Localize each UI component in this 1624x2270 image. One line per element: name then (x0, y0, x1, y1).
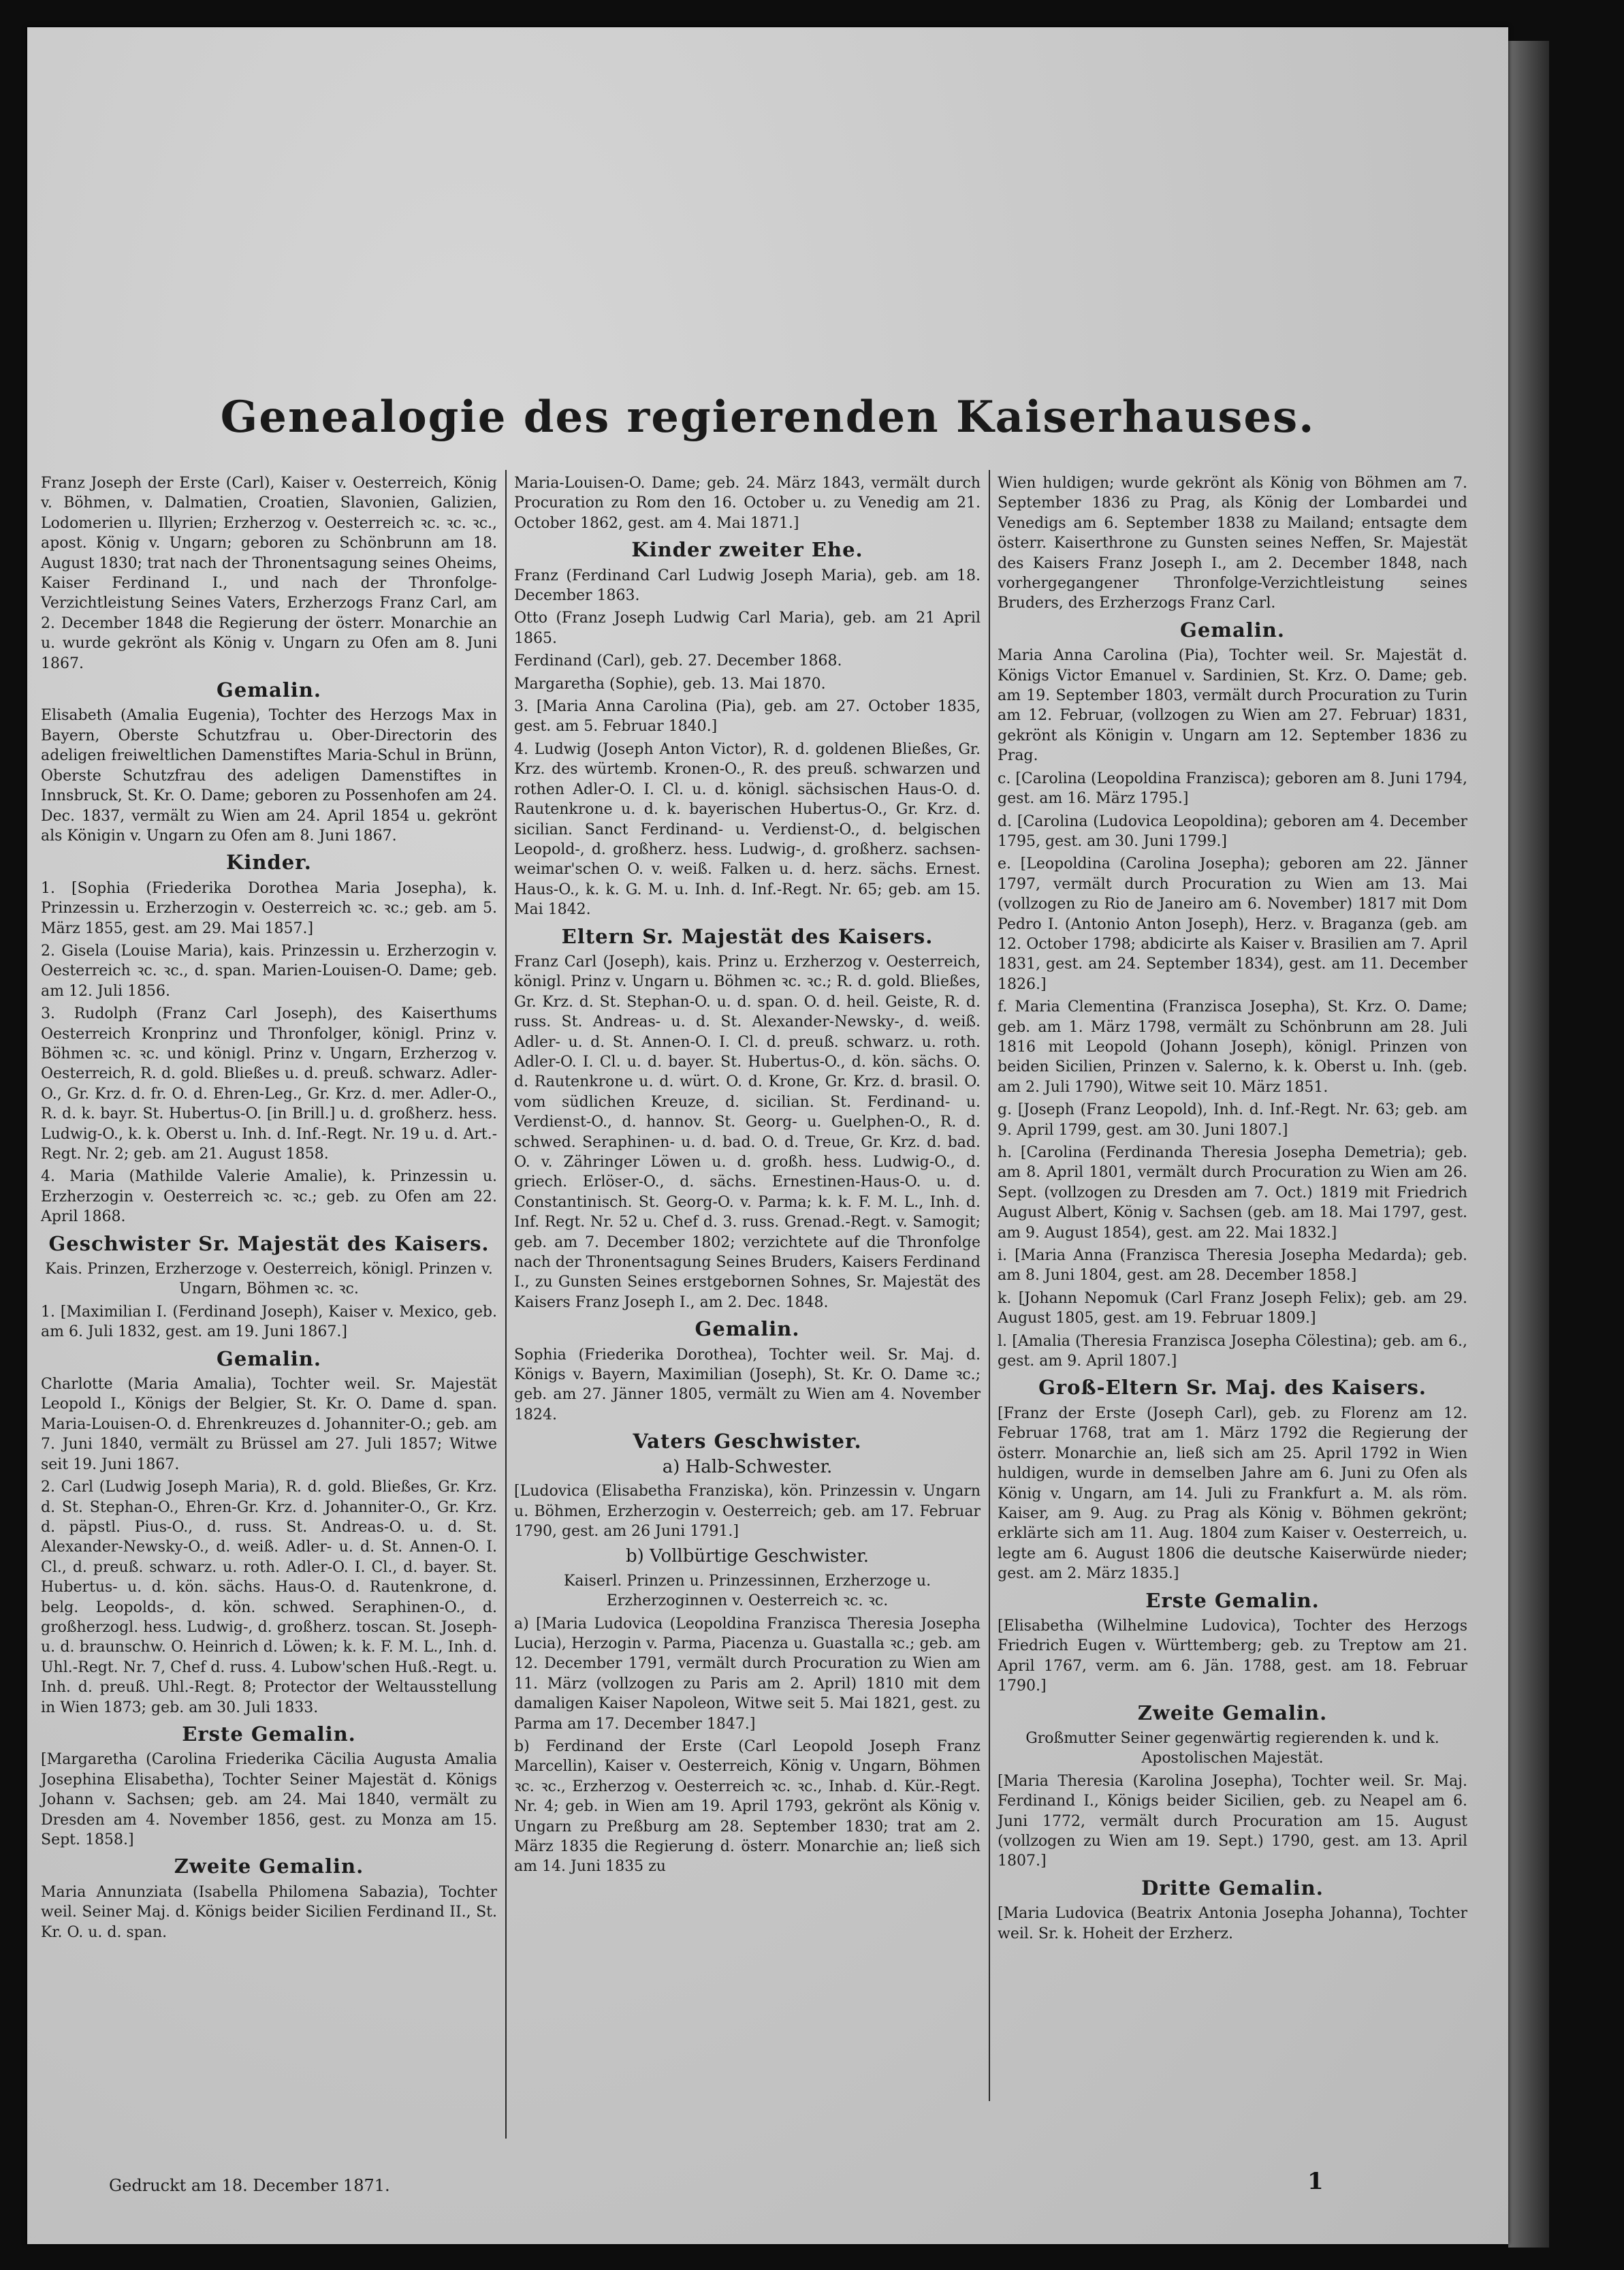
list-item: 2. Gisela (Louise Maria), kais. Prinzessin u. Erzherzogin v. Oesterreich ꝛc. ꝛc., d. span. Marien-Louisen-O. Dame; geb. am 12. Juli 1856. (41, 942, 497, 1000)
section-heading: Gemalin. (217, 1346, 321, 1370)
list-item: [Elisabetha (Wilhelmine Ludovica), Tochter des Herzogs Friedrich Eugen v. Württemberg; geb. zu Treptow am 21. April 1767, verm. am 6. Jän. 1788, gest. am 18. Februar 1790.] (998, 1617, 1467, 1695)
list-item: 3. [Maria Anna Carolina (Pia), geb. am 27. October 1835, gest. am 5. Februar 1840.] (514, 698, 981, 736)
section-heading: Dritte Gemalin. (1141, 1876, 1324, 1899)
section-heading: Groß-Eltern Sr. Maj. des Kaisers. (1038, 1376, 1427, 1400)
list-item: Maria Annunziata (Isabella Philomena Sabazia), Tochter weil. Seiner Maj. d. Königs beider Sicilien Ferdinand II., St. Kr. O. u. d. span. (41, 1883, 497, 1941)
list-item: Franz Carl (Joseph), kais. Prinz u. Erzherzog v. Oesterreich, königl. Prinz v. Ungarn u. Böhmen ꝛc. ꝛc.; R. d. gold. Bließes, Gr. Krz. d. St. Stephan-O. u. d. span. O. d. heil. Geiste, R. d. russ. St. Andreas- u. d. St. Alexander-Newsky-, d. weiß. Adler- u. d. St. Annen-O. I. Cl. d. preuß. schwarz. u. roth. Adler-O. I. Cl. u. d. bayer. St. Hubertus-O., d. kön. sächs. O. d. Rautenkrone u. d. würt. O. d. Krone, Gr. Krz. d. brasil. O. vom südlichen Kreuze, d. sicilian. St. Ferdinand- u. Verdienst-O., d. hannov. St. Georg- u. Guelphen-O., R. d. schwed. Seraphinen- u. d. bad. O. d. Treue, Gr. Krz. d. bad. O. v. Zähringer Löwen u. d. großh. hess. Ludwig-O., d. griech. Erlöser-O., d. sächs. Ernestinen-Haus-O. u. d. Constantinisch. St. Georg-O. v. Parma; k. k. F. M. L., Inh. d. Inf. Regt. Nr. 52 u. Chef d. 3. russ. Grenad.-Regt. v. Samogit; geb. am 7. December 1802; verzichtete auf die Thronfolge nach der Thronentsagung Seines Bruders, Kaisers Ferdinand I., zu Gunsten Seines erstgebornen Sohnes, Sr. Majestät des Kaisers Franz Joseph I., am 2. Dec. 1848. (514, 953, 981, 1311)
section-heading: Zweite Gemalin. (174, 1855, 364, 1878)
list-item: Ferdinand (Carl), geb. 27. December 1868. (514, 652, 842, 670)
section-heading: Eltern Sr. Majestät des Kaisers. (561, 924, 934, 948)
list-item: c. [Carolina (Leopoldina Franzisca); geboren am 8. Juni 1794, gest. am 16. März 1795.] (998, 770, 1467, 808)
column-divider (989, 470, 990, 2101)
subsection-heading: b) Vollbürtige Geschwister. (626, 1546, 869, 1567)
section-heading: Kinder. (226, 851, 312, 874)
siblings-intro: Kaiserl. Prinzen u. Prinzessinnen, Erzherzoge u. Erzherzoginnen v. Oesterreich ꝛc. ꝛc. (563, 1572, 932, 1610)
list-item: d. [Carolina (Ludovica Leopoldina); geboren am 4. December 1795, gest. am 30. Juni 1799.] (998, 813, 1467, 850)
subsection-heading: a) Halb-Schwester. (662, 1456, 833, 1477)
list-item: h. [Carolina (Ferdinanda Theresia Josepha Demetria); geb. am 8. April 1801, vermält durch Procuration zu Wien am 26. Sept. (vollzogen zu Dresden am 7. Oct.) 1819 mit Friedrich August Albert, König v. Sachsen (geb. am 18. Mai 1797, gest. am 9. August 1854), gest. am 22. Mai 1832.] (998, 1144, 1467, 1242)
list-item: a) [Maria Ludovica (Leopoldina Franzisca Theresia Josepha Lucia), Herzogin v. Parma, Piacenza u. Guastalla ꝛc.; geb. am 12. December 1791, vermält durch Procuration zu Wien am 11. März (vollzogen zu Paris am 2. April) 1810 mit dem damaligen Kaiser Napoleon, Witwe seit 5. Mai 1821, gest. zu Parma am 17. December 1847.] (514, 1615, 981, 1733)
section-heading: Gemalin. (695, 1317, 800, 1341)
note-text: Großmutter Seiner gegenwärtig regierenden k. und k. Apostolischen Majestät. (1025, 1729, 1439, 1767)
list-item: 1. [Maximilian I. (Ferdinand Joseph), Kaiser v. Mexico, geb. am 6. Juli 1832, gest. am 19. Juni 1867.] (41, 1303, 497, 1341)
print-date: Gedruckt am 18. December 1871. (109, 2176, 390, 2195)
column-divider (505, 470, 507, 2139)
list-item: Franz (Ferdinand Carl Ludwig Joseph Maria), geb. am 18. December 1863. (514, 567, 981, 605)
list-item: k. [Johann Nepomuk (Carl Franz Joseph Felix); geb. am 29. August 1805, gest. am 19. Februar 1809.] (998, 1289, 1467, 1327)
section-heading: Geschwister Sr. Majestät des Kaisers. (48, 1231, 490, 1255)
list-item: 4. Maria (Mathilde Valerie Amalie), k. Prinzessin u. Erzherzogin v. Oesterreich ꝛc. ꝛc.; geb. zu Ofen am 22. April 1868. (41, 1168, 497, 1226)
list-item: Sophia (Friederika Dorothea), Tochter weil. Sr. Maj. d. Königs v. Bayern, Maximilian (Joseph), St. Kr. O. Dame ꝛc.; geb. am 27. Jänner 1805, vermält zu Wien am 4. November 1824. (514, 1346, 981, 1423)
section-heading: Erste Gemalin. (182, 1722, 356, 1746)
list-item: 2. Carl (Ludwig Joseph Maria), R. d. gold. Bließes, Gr. Krz. d. St. Stephan-O., Ehren-Gr. Krz. d. Johanniter-O., Gr. Krz. d. päpstl. Pius-O., d. russ. St. Andreas-O. u. d. St. Alexander-Newsky-O., d. weiß. Adler- u. d. St. Annen-O. I. Cl., d. preuß. schwarz. u. roth. Adler-O. I. Cl., d. bayer. St. Hubertus- u. d. kön. sächs. Haus-O. d. Rautenkrone, d. belg. Leopolds-, d. kön. schwed. Seraphinen-O., d. großherzogl. hess. Ludwig-, d. großherz. toscan. St. Joseph- u. d. braunschw. O. Heinrich d. Löwen; k. k. F. M. L., Inh. d. Uhl.-Regt. Nr. 7, Chef d. russ. 4. Lubow'schen Huß.-Regt. u. Inh. d. preuß. Uhl.-Regt. 8; Protector der Weltausstellung in Wien 1873; geb. am 30. Juli 1833. (41, 1479, 497, 1716)
list-item: [Margaretha (Carolina Friederika Cäcilia Augusta Amalia Josephina Elisabetha), Tochter Seiner Majestät d. Königs Johann v. Sachsen; geb. am 24. Mai 1840, vermält zu Dresden am 4. November 1856, gest. zu Monza am 15. Sept. 1858.] (41, 1751, 497, 1848)
list-item: l. [Amalia (Theresia Franzisca Josepha Cölestina); geb. am 6., gest. am 9. April 1807.] (998, 1332, 1467, 1370)
document-page (27, 27, 1508, 2244)
list-item: f. Maria Clementina (Franzisca Josepha), St. Krz. O. Dame; geb. am 1. März 1798, vermält zu Schönbrunn am 28. Juli 1816 mit Leopold (Johann Joseph), königl. Prinzen von beiden Sicilien, Prinzen v. Salerno, k. k. Oberst u. Inh. (geb. am 2. Juli 1790), Witwe seit 10. März 1851. (998, 998, 1467, 1096)
continued-paragraph: Maria-Louisen-O. Dame; geb. 24. März 1843, vermält durch Procuration zu Rom den 16. October u. zu Venedig am 21. October 1862, gest. am 4. Mai 1871.] (514, 475, 981, 532)
list-item: [Franz der Erste (Joseph Carl), geb. zu Florenz am 12. Februar 1768, trat am 1. März 1792 die Regierung der österr. Monarchie an, ließ sich am 25. April 1792 in Wien huldigen, wurde in demselben Jahre am 6. Juni zu Ofen als König v. Ungarn, am 14. Juli zu Frankfurt a. M. als röm. Kaiser, am 9. Aug. zu Prag als König v. Böhmen gekrönt; erklärte sich am 11. Aug. 1804 zum Kaiser v. Oesterreich, u. legte am 6. August 1806 die deutsche Kaiserwürde nieder; gest. am 2. März 1835.] (998, 1404, 1467, 1583)
list-item: g. [Joseph (Franz Leopold), Inh. d. Inf.-Regt. Nr. 63; geb. am 9. April 1799, gest. am 30. Juni 1807.] (998, 1101, 1467, 1139)
list-item: Otto (Franz Joseph Ludwig Carl Maria), geb. am 21 April 1865. (514, 610, 981, 647)
list-item: 1. [Sophia (Friederika Dorothea Maria Josepha), k. Prinzessin u. Erzherzogin v. Oesterreich ꝛc. ꝛc.; geb. am 5. März 1855, gest. am 29. Mai 1857.] (41, 879, 497, 937)
section-heading: Zweite Gemalin. (1137, 1701, 1328, 1724)
column-right (998, 473, 1467, 1946)
page-title: Genealogie des regierenden Kaiserhauses. (220, 392, 1316, 443)
column-left (41, 473, 497, 1945)
section-heading: Gemalin. (1180, 618, 1285, 642)
list-item: Maria Anna Carolina (Pia), Tochter weil. Sr. Majestät d. Königs Victor Emanuel v. Sardinien, St. Krz. O. Dame; geb. am 19. September 1803, vermält durch Procuration zu Turin am 12. Februar, (vollzogen zu Wien am 27. Februar) 1831, gekrönt als Königin v. Ungarn am 12. September 1836 zu Prag. (998, 647, 1467, 765)
page-number: 1 (1307, 2168, 1324, 2195)
continued-paragraph: Wien huldigen; wurde gekrönt als König von Böhmen am 7. September 1836 zu Prag, als König der Lombardei und Venedigs am 6. September 1838 zu Mailand; entsagte dem österr. Kaiserthrone zu Gunsten seines Neffen, Sr. Majestät des Kaisers Franz Joseph I., am 2. December 1848, nach vorhergegangener Thronfolge-Verzichtleistung seines Bruders, des Erzherzogs Franz Carl. (998, 475, 1467, 612)
list-item: e. [Leopoldina (Carolina Josepha); geboren am 22. Jänner 1797, vermält durch Procuration zu Wien am 13. Mai (vollzogen zu Rio de Janeiro am 6. November) 1817 mit Dom Pedro I. (Antonio Anton Joseph), Herz. v. Braganza (geb. am 12. October 1798; abdicirte als Kaiser v. Brasilien am 7. April 1831, gest. am 24. September 1834), gest. am 11. December 1826.] (998, 855, 1467, 993)
page-edge-shadow (1508, 41, 1549, 2248)
section-heading: Kinder zweiter Ehe. (631, 538, 863, 562)
list-item: 3. Rudolph (Franz Carl Joseph), des Kaiserthums Oesterreich Kronprinz und Thronfolger, königl. Prinz v. Böhmen ꝛc. ꝛc. und königl. Prinz v. Ungarn, Erzherzog v. Oesterreich, R. d. gold. Bließes u. d. preuß. schwarz. Adler-O., Gr. Krz. d. fr. O. d. Ehren-Leg., Gr. Krz. d. mer. Adler-O., R. d. k. bayr. St. Hubertus-O. [in Brill.] u. d. großherz. hess. Ludwig-O., k. k. Oberst u. Inh. d. Inf.-Regt. Nr. 19 u. d. Art.-Regt. Nr. 2; geb. am 21. August 1858. (41, 1005, 497, 1163)
column-middle (514, 473, 981, 1880)
list-item: 4. Ludwig (Joseph Anton Victor), R. d. goldenen Bließes, Gr. Krz. des würtemb. Kronen-O., R. des preuß. schwarzen und rothen Adler-O. I. Cl. u. d. königl. sächsischen Haus-O. d. Rautenkrone u. d. k. bayerischen Hubertus-O., Gr. Krz. d. sicilian. Sanct Ferdinand- u. Verdienst-O., d. belgischen Leopold-, d. großherz. hess. Ludwig-, d. großherz. sachsen-weimar'schen O. v. weiß. Falken u. d. herz. sächs. Ernest. Haus-O., k. k. G. M. u. Inh. d. Inf.-Regt. Nr. 65; geb. am 15. Mai 1842. (514, 740, 981, 919)
list-item: [Ludovica (Elisabetha Franziska), kön. Prinzessin v. Ungarn u. Böhmen, Erzherzogin v. Oesterreich; geb. am 17. Februar 1790, gest. am 26 Juni 1791.] (514, 1483, 981, 1540)
emperor-paragraph: Franz Joseph der Erste (Carl), Kaiser v. Oesterreich, König v. Böhmen, v. Dalmatien, Croatien, Slavonien, Galizien, Lodomerien u. Illyrien; Erzherzog v. Oesterreich ꝛc. ꝛc. ꝛc., apost. König v. Ungarn; geboren zu Schönbrunn am 18. August 1830; trat nach der Thronentsagung seines Oheims, Kaiser Ferdinand I., und nach der Thronfolge-Verzichtleistung Seines Vaters, Erzherzogs Franz Carl, am 2. December 1848 die Regierung der österr. Monarchie an u. wurde gekrönt als König v. Ungarn zu Ofen am 8. Juni 1867. (41, 475, 497, 672)
list-item: [Maria Theresia (Karolina Josepha), Tochter weil. Sr. Maj. Ferdinand I., Königs beider Sicilien, geb. zu Neapel am 6. Juni 1772, vermält durch Procuration am 15. August (vollzogen zu Wien am 19. Sept.) 1790, gest. am 13. April 1807.] (998, 1772, 1467, 1870)
section-heading: Vaters Geschwister. (633, 1430, 862, 1453)
siblings-intro: Kais. Prinzen, Erzherzoge v. Oesterreich, königl. Prinzen v. Ungarn, Böhmen ꝛc. ꝛc. (45, 1261, 493, 1298)
list-item: [Maria Ludovica (Beatrix Antonia Josepha Johanna), Tochter weil. Sr. k. Hoheit der Erzherz. (998, 1905, 1467, 1942)
section-heading: Gemalin. (217, 678, 321, 702)
list-item: Charlotte (Maria Amalia), Tochter weil. Sr. Majestät Leopold I., Königs der Belgier, St. Kr. O. Dame d. span. Maria-Louisen-O. d. Ehrenkreuzes d. Johanniter-O.; geb. am 7. Juni 1840, vermält zu Brüssel am 27. Juli 1857; Witwe seit 19. Juni 1867. (41, 1376, 497, 1473)
section-heading: Erste Gemalin. (1145, 1588, 1320, 1612)
empress-paragraph: Elisabeth (Amalia Eugenia), Tochter des Herzogs Max in Bayern, Oberste Schutzfrau u. Ober-Directorin des adeligen freiweltlichen Damenstiftes Maria-Schul in Brünn, Oberste Schutzfrau des adeligen Damenstiftes in Innsbruck, St. Kr. O. Dame; geboren zu Possenhofen am 24. Dec. 1837, vermält zu Wien am 24. April 1854 u. gekrönt als Königin v. Ungarn zu Ofen am 8. Juni 1867. (41, 707, 497, 845)
list-item: Margaretha (Sophie), geb. 13. Mai 1870. (514, 675, 826, 693)
list-item: b) Ferdinand der Erste (Carl Leopold Joseph Franz Marcellin), Kaiser v. Oesterreich, König v. Ungarn, Böhmen ꝛc. ꝛc., Erzherzog v. Oesterreich ꝛc. ꝛc., Inhab. d. Kür.-Regt. Nr. 4; geb. in Wien am 19. April 1793, gekrönt als König v. Ungarn zu Preßburg am 28. September 1830; trat am 2. März 1835 die Regierung d. österr. Monarchie an; ließ sich am 14. Juni 1835 zu (514, 1737, 981, 1876)
list-item: i. [Maria Anna (Franzisca Theresia Josepha Medarda); geb. am 8. Juni 1804, gest. am 28. December 1858.] (998, 1247, 1467, 1284)
